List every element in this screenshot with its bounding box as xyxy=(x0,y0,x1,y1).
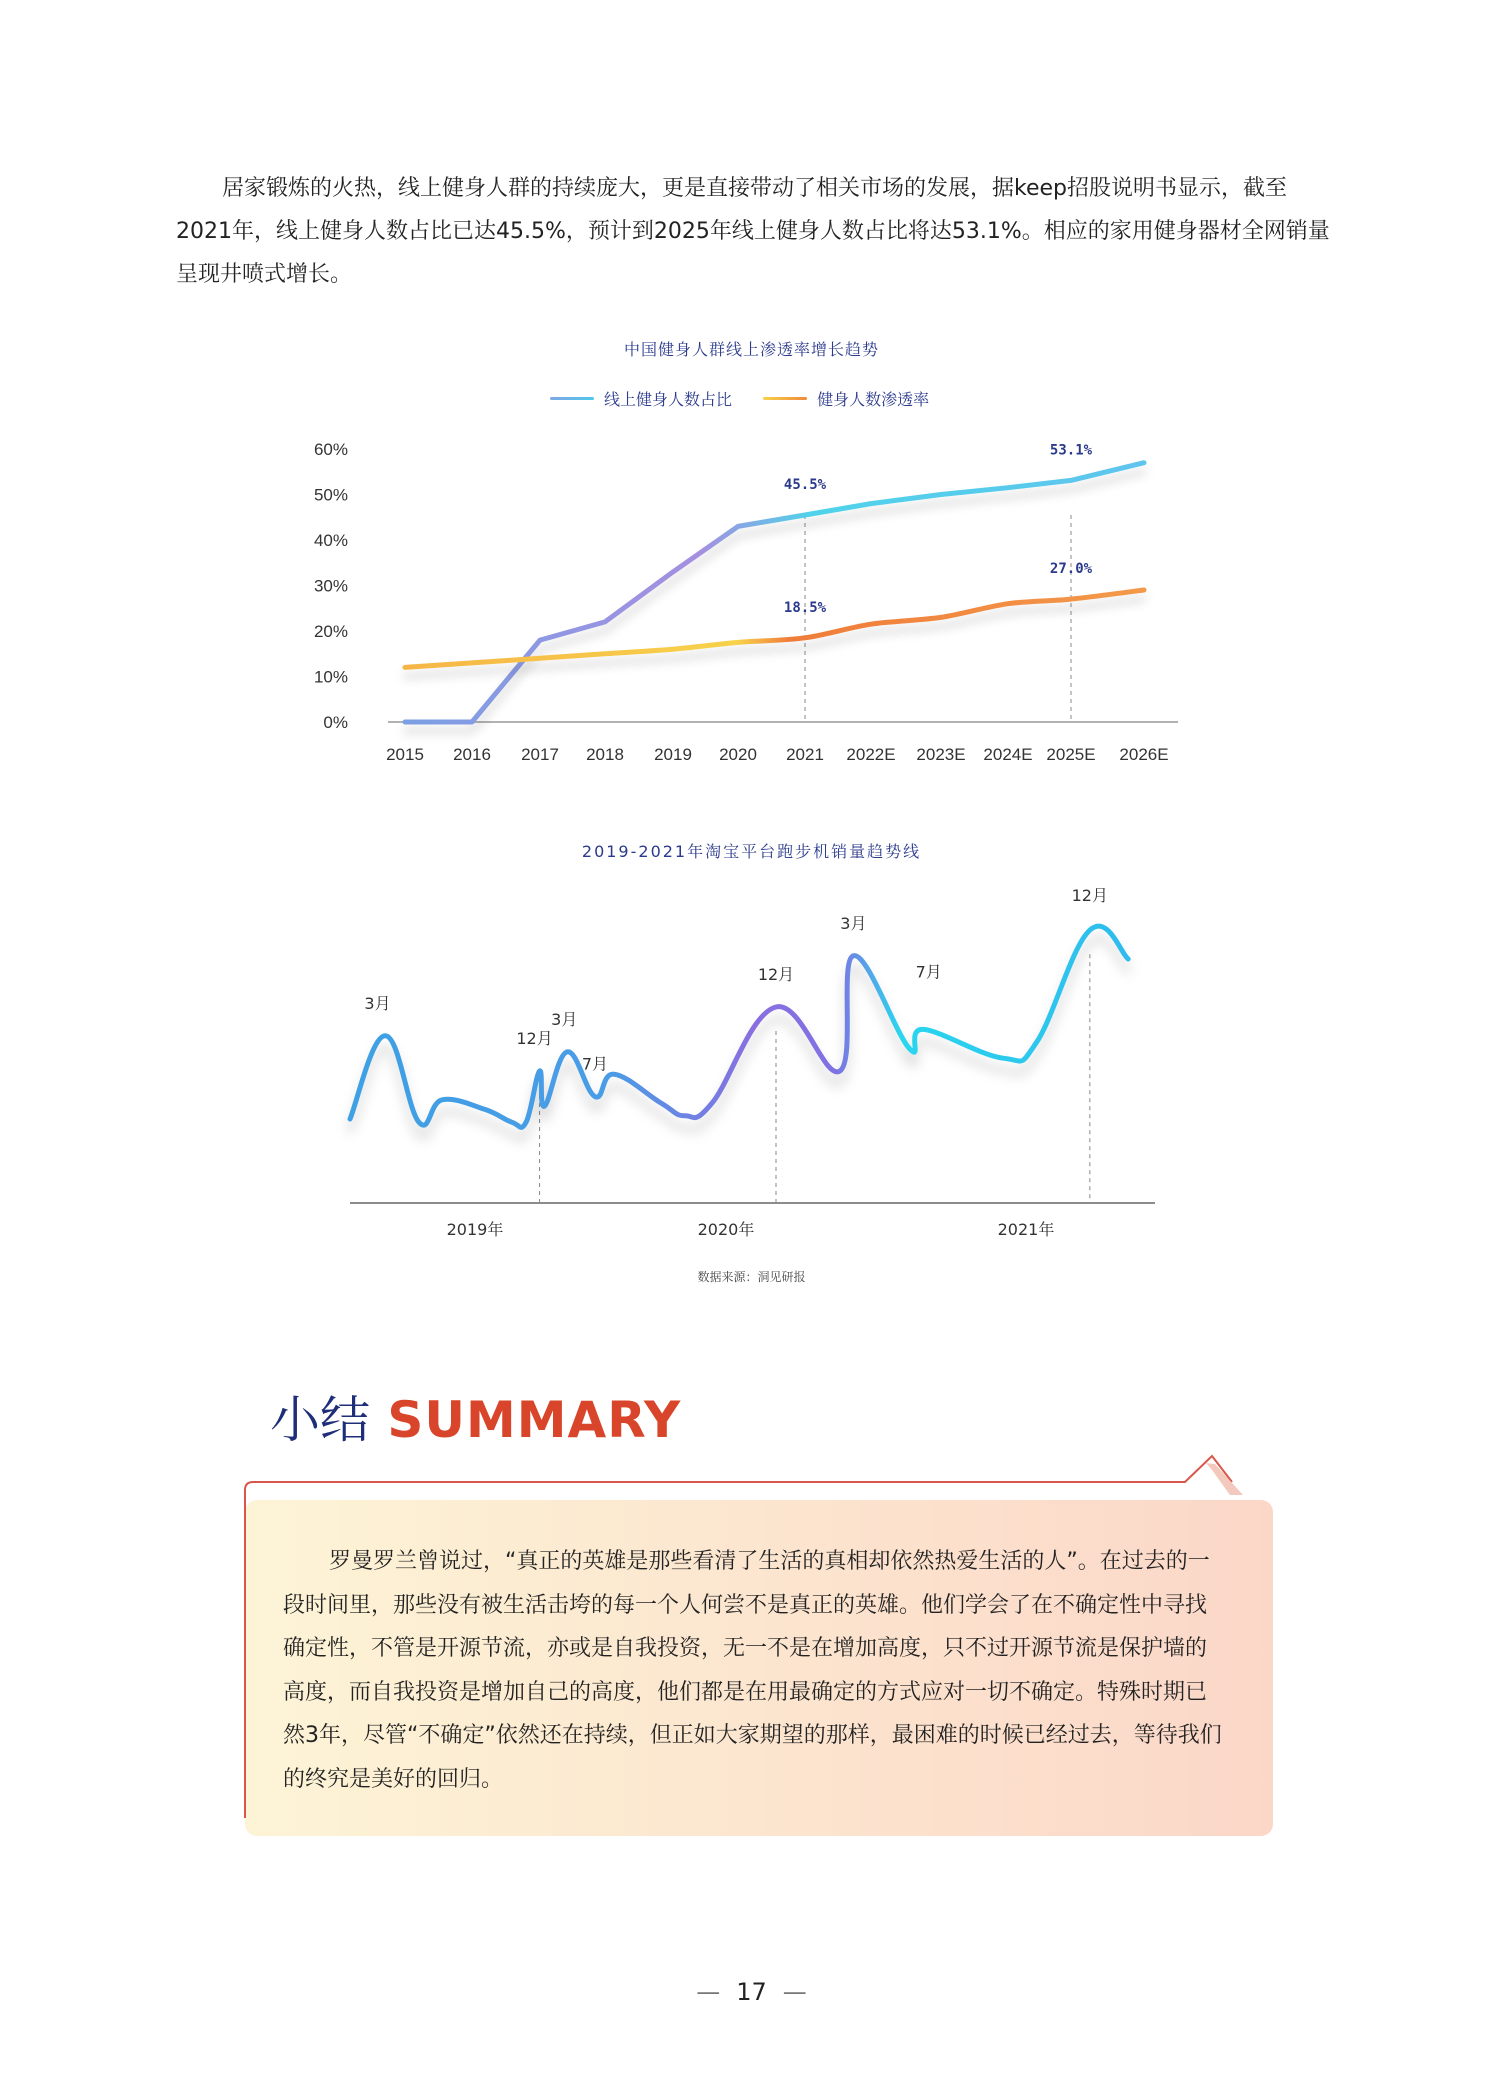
point-label: 3月 xyxy=(840,913,867,933)
y-tick-label: 40% xyxy=(313,531,348,550)
x-tick-label: 2026E xyxy=(1119,745,1169,764)
chart1-title: 中国健身人群线上渗透率增长趋势 xyxy=(623,340,879,359)
data-label: 27.0% xyxy=(1049,561,1093,578)
point-label: 3月 xyxy=(551,1009,578,1029)
x-tick-label: 2024E xyxy=(983,745,1033,764)
y-tick-label: 20% xyxy=(313,622,348,641)
point-label: 12月 xyxy=(516,1029,553,1048)
x-tick-label: 2017 xyxy=(521,745,559,764)
summary-paragraph xyxy=(283,1540,1223,1801)
point-label: 12月 xyxy=(1071,886,1109,906)
x-tick-label: 2019 xyxy=(654,745,692,764)
data-label: 45.5% xyxy=(783,476,827,493)
y-tick-label: 10% xyxy=(313,667,348,687)
x-tick-label: 2023E xyxy=(916,745,966,764)
y-tick-label: 30% xyxy=(313,576,348,596)
page-number: — 17 — xyxy=(696,1978,807,2006)
x-tick-label: 2025E xyxy=(1046,745,1096,764)
y-tick-label: 60% xyxy=(313,440,348,459)
data-label: 18.5% xyxy=(783,599,827,616)
y-tick-label: 50% xyxy=(313,485,348,505)
x-tick-label: 2020年 xyxy=(697,1220,755,1239)
point-label: 7月 xyxy=(581,1054,609,1074)
x-tick-label: 2021 xyxy=(786,745,824,764)
x-tick-label: 2019年 xyxy=(446,1220,504,1239)
summary-heading-cn: 小结 xyxy=(270,1391,370,1449)
legend-label-penetration: 健身人数渗透率 xyxy=(817,390,930,409)
x-tick-label: 2016 xyxy=(453,745,491,764)
summary-box-corner-tab xyxy=(1206,1463,1243,1495)
x-tick-label: 2021年 xyxy=(997,1220,1055,1239)
chart2-title: 2019-2021年淘宝平台跑步机销量趋势线 xyxy=(581,842,922,861)
page-number-value: 17 xyxy=(736,1978,767,2006)
x-tick-label: 2018 xyxy=(586,745,624,764)
point-label: 12月 xyxy=(757,965,795,984)
data-label: 53.1% xyxy=(1049,442,1093,459)
y-tick-label: 0% xyxy=(323,713,348,732)
point-label: 7月 xyxy=(915,962,942,982)
point-label: 3月 xyxy=(364,993,391,1013)
x-tick-label: 2015 xyxy=(386,745,424,764)
summary-heading-en: SUMMARY xyxy=(387,1391,682,1449)
x-tick-label: 2022E xyxy=(846,745,896,764)
intro-text: 居家锻炼的火热，线上健身人群的持续庞大，更是直接带动了相关市场的发展，据keep招股说明书显示，截至2021年，线上健身人数占比已达45.5%，预计到2025年线上健身人数占比将达53.1%。相应的家用健身器材全网销量呈现井喷式增长。 xyxy=(176,176,1330,287)
summary-text: 罗曼罗兰曾说过，“真正的英雄是那些看清了生活的真相却依然热爱生活的人”。在过去的一段时间里，那些没有被生活击垮的每一个人何尝不是真正的英雄。他们学会了在不确定性中寻找确定性，不管是开源节流，亦或是自我投资，无一不是在增加高度，只不过开源节流是保护墙的高度，而自我投资是增加自己的高度，他们都是在用最确定的方式应对一切不确定。特殊时期已然3年，尽管“不确定”依然还在持续，但正如大家期望的那样，最困难的时候已经过去，等待我们的终究是美好的回归。 xyxy=(283,1549,1222,1792)
x-tick-label: 2020 xyxy=(719,745,757,764)
data-source: 数据来源：洞见研报 xyxy=(697,1270,806,1284)
legend-label-online: 线上健身人数占比 xyxy=(604,390,733,409)
